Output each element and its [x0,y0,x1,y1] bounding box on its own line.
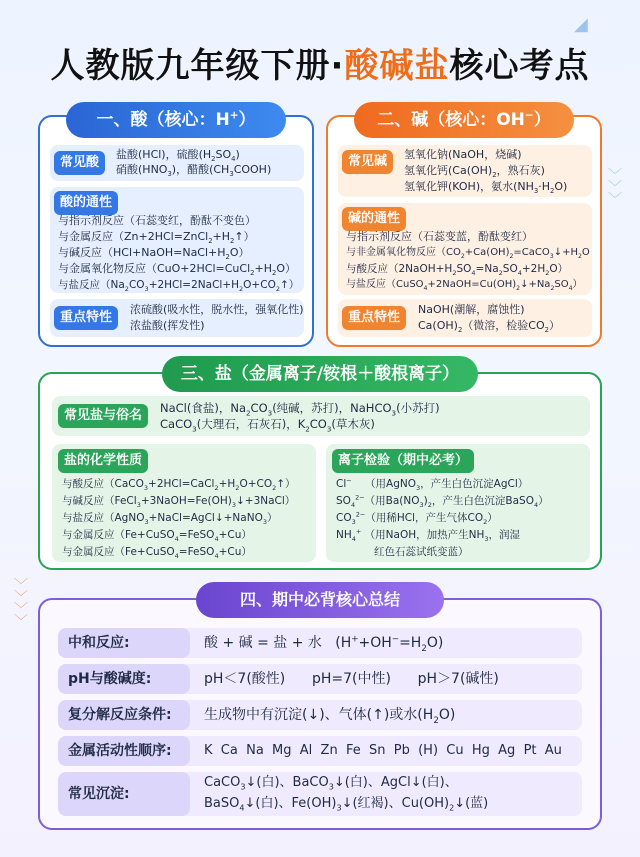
decoration-chevrons-right: ﹀ ﹀ ﹀ [608,168,622,208]
salt-common-line-1: NaCl(食盐)，$Na_2CO_3$(纯碱，苏打)，NaHCO$_3$(小苏打) [160,401,440,418]
acid-key-box [50,299,304,337]
summary-value-double-decomposition: 生成物中有沉淀(↓)、气体(↑)或水$(H_2O)$ [204,707,456,726]
base-key-line-1: NaOH(潮解，腐蚀性) [418,303,525,316]
base-heading: 二、碱（核心：OH−） [354,102,574,138]
summary-row-activity-series [58,736,582,766]
acid-key-tag: 重点特性 [54,306,118,330]
summary-row-neutralization [58,628,582,658]
salt-chem-tag: 盐的化学性质 [58,449,148,473]
salt-card [38,372,602,570]
base-common-line-2: 氢氧化钙($Ca(OH)_2$，熟石灰) [404,164,545,180]
base-general-tag: 碱的通性 [342,207,406,231]
ion-co3: $CO_3^{2-}$（用稀HCl，产生气体$CO_2$） [336,510,498,527]
base-common-tag: 常见碱 [342,150,393,174]
decoration-triangle-icon: ◢ [574,14,588,35]
base-general-box [338,203,592,295]
salt-ion-box [326,444,590,562]
summary-label-ph: pH与酸碱度: [58,664,190,694]
ion-cl: Cl− （用AgNO$_3$，产生白色沉淀AgCl） [336,476,529,493]
summary-row-ph [58,664,582,694]
acid-general-line-3: 与碱反应$(HCl+NaOH=NaCl+H_2O)$ [58,246,250,262]
acid-card [38,115,314,347]
summary-label-activity-series: 金属活动性顺序: [58,736,190,766]
base-general-line-4: 与盐反应$(CuSO_4+2NaOH=Cu(OH)_2↓+Na_2SO_4)$ [346,279,583,292]
acid-general-line-4: 与金属氧化物反应$(CuO+2HCl=CuCl_2+H_2O)$ [58,262,296,278]
summary-heading: 四、期中必背核心总结 [196,582,444,618]
salt-chem-line-3: 与盐反应（AgNO$_3$+NaCl=AgCl↓+NaNO$_3$） [62,512,278,527]
decoration-chevrons-left: ﹀ ﹀ ﹀ ﹀ [14,578,28,630]
base-common-line-1: 氢氧化钠(NaOH，烧碱) [404,148,522,161]
acid-key-line-2: 浓盐酸(挥发性) [130,319,205,332]
summary-value-neutralization: 酸 + 碱 = 盐 + 水 $(H^++OH^-=H_2O)$ [204,634,444,654]
base-common-line-3: 氢氧化钾(KOH)，氨水$(NH_3\cdot H_2O)$ [404,180,568,196]
acid-heading: 一、酸（核心：H+） [66,102,286,138]
base-key-tag: 重点特性 [342,306,406,330]
summary-value-precipitates-1: CaCO$_3$↓(白)、BaCO$_3$↓(白)、AgCl↓(白)、 [204,775,458,792]
salt-chem-line-5: 与金属反应（Fe+CuSO$_4$=FeSO$_4$+Cu） [62,546,252,561]
base-card [326,115,602,347]
ion-nh4: $NH_4^+$ （用NaOH，加热产生$NH_3$，润湿 [336,527,521,544]
ion-so4: $SO_4^{2-}$（用$Ba(NO_3)_2$，产生白色沉淀BaSO$_4$） [336,493,549,510]
summary-value-precipitates-2: BaSO$_4$↓(白)、$Fe(OH)_3↓$(红褐)、$Cu(OH)_2↓$(蓝) [204,796,489,813]
salt-heading: 三、盐（金属离子/铵根＋酸根离子） [162,356,478,392]
salt-common-tag: 常见盐与俗名 [58,404,148,428]
acid-common-line-2: 硝酸$(HNO_3)$，醋酸$(CH_3COOH)$ [116,163,272,179]
summary-row-double-decomposition [58,700,582,730]
base-common-box [338,145,592,197]
salt-chem-line-4: 与金属反应（Fe+CuSO$_4$=FeSO$_4$+Cu） [62,529,252,544]
page-title: 人教版九年级下册·酸碱盐核心考点 [50,46,590,86]
acid-common-box [50,145,304,181]
summary-label-neutralization: 中和反应: [58,628,190,658]
summary-value-activity-series: K Ca Na Mg Al Zn Fe Sn Pb (H) Cu Hg Ag Pt Au [204,743,562,758]
base-general-line-2: 与非金属氧化物反应（$CO_2+Ca(OH)_2=CaCO_3↓+H_2O$ [346,247,590,260]
ion-nh4-cont: 红色石蕊试纸变蓝） [374,546,469,558]
acid-key-line-1: 浓硫酸(吸水性，脱水性，强氧化性) [130,303,304,316]
summary-value-ph: pH＜7(酸性) pH=7(中性) pH＞7(碱性) [204,671,499,687]
salt-chem-line-2: 与碱反应$(FeCl_3+3NaOH=Fe(OH)_3↓+3NaCl)$ [62,495,296,510]
base-key-line-2: $Ca(OH)_2$（微溶，检验$CO_2$） [418,319,560,335]
base-key-box [338,299,592,337]
acid-common-tag: 常见酸 [54,151,105,175]
salt-chem-line-1: 与酸反应$(CaCO_3+2HCl=CaCl_2+H_2O+CO_2↑)$ [62,478,296,493]
salt-common-box [52,396,590,436]
acid-general-line-1: 与指示剂反应（石蕊变红，酚酞不变色） [58,214,256,227]
acid-general-box [50,187,304,293]
base-general-line-3: 与酸反应$(2NaOH+H_2SO_4=Na_2SO_4+2H_2O)$ [346,263,569,278]
acid-common-line-1: 盐酸(HCl)，硫酸$(H_2SO_4)$ [116,148,240,164]
salt-ion-tag: 离子检验（期中必考） [332,449,474,473]
summary-label-precipitates: 常见沉淀: [58,772,190,816]
acid-general-tag: 酸的通性 [54,191,118,215]
acid-general-line-5: 与盐反应$(Na_2CO_3+2HCl=2NaCl+H_2O+CO_2↑)$ [58,279,300,294]
salt-chem-box [52,444,316,562]
salt-common-line-2: CaCO$_3$(大理石，石灰石)，$K_2CO_3$(草木灰) [160,417,375,434]
acid-general-line-2: 与金属反应$(Zn+2HCl=ZnCl_2+H_2↑)$ [58,230,255,246]
summary-label-double-decomposition: 复分解反应条件: [58,700,190,730]
base-general-line-1: 与指示剂反应（石蕊变蓝，酚酞变红） [346,230,533,243]
summary-row-precipitates [58,772,582,816]
